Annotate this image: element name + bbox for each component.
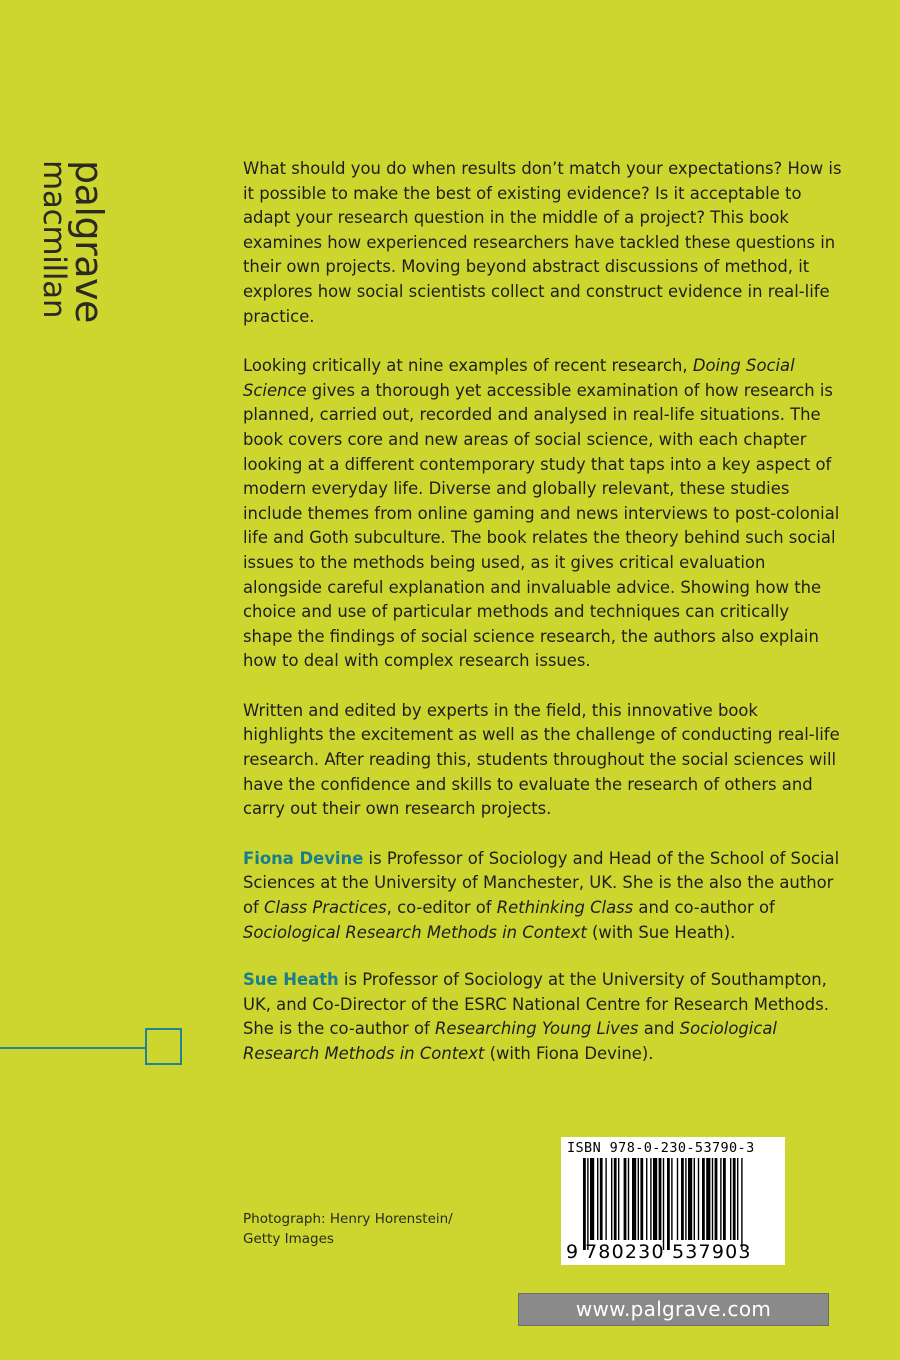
author-name-devine: Fiona Devine	[243, 848, 364, 868]
p2-lead: Looking critically at nine examples of recent research,	[243, 356, 693, 376]
barcode-bar	[688, 1158, 692, 1240]
author-bio-devine	[243, 847, 843, 945]
publisher-logo	[34, 160, 111, 350]
blurb-paragraph-3: Written and edited by experts in the field, this innovative book highlights the excitement as well as the challenge of conducting real-life research. After reading this, students throughout the social sciences will have the confidence and skills to evaluate the research of others and carry out their own research projects.	[243, 700, 840, 819]
heath-book-2: Sociological Research Methods in Context	[243, 1019, 777, 1063]
decorative-line	[0, 1047, 146, 1049]
blurb-paragraph-1: What should you do when results don’t match your expectations? How is it possible to make the best of existing evidence? Is it acceptable to adapt your research question in the middle of a project? This book examines how experienced researchers have tackled these questions in their own projects. Moving beyond abstract discussions of method, it explores how social scientists collect and construct evidence in real-life practice.	[243, 159, 842, 326]
barcode-bar	[650, 1158, 651, 1240]
barcode-bar	[720, 1158, 721, 1240]
heath-text-1: is Professor of Sociology at the University of Southampton, UK, and Co-Director of the ESRC National Centre for Research Methods. She is the co-author of	[243, 970, 829, 1039]
barcode-bar	[638, 1158, 639, 1240]
barcode-bar	[600, 1158, 603, 1240]
logo-word-palgrave: palgrave	[67, 160, 111, 323]
barcode-bar	[605, 1158, 606, 1240]
devine-text-1: is Professor of Sociology and Head of the School of Social Sciences at the University of Manchester, UK. She is the also the author of	[243, 848, 840, 918]
barcode-bar	[628, 1158, 629, 1240]
barcode-bar	[741, 1158, 742, 1250]
barcode-bar	[659, 1158, 662, 1240]
barcode-bar	[712, 1158, 713, 1240]
barcode-bar	[671, 1158, 672, 1240]
barcode-bar	[611, 1158, 612, 1240]
blurb	[243, 157, 843, 1090]
devine-book-3: Sociological Research Methods in Context	[243, 922, 587, 942]
barcode-bar	[733, 1158, 736, 1240]
barcode-digit-first: 9	[566, 1241, 579, 1263]
devine-book-1: Class Practices	[264, 898, 387, 918]
book-title-doing-social-science: Doing Social Science	[243, 356, 795, 400]
author-bio-heath	[243, 968, 843, 1066]
barcode-bar	[737, 1158, 738, 1240]
devine-text-3: and co-author of	[633, 898, 775, 918]
barcode-bar	[640, 1158, 643, 1240]
barcode-bar	[715, 1158, 718, 1240]
barcode-bar	[618, 1158, 619, 1240]
barcode-bar	[597, 1158, 598, 1240]
photo-credit-line-2: Getty Images	[243, 1231, 334, 1247]
p2-rest: gives a thorough yet accessible examination of how research is planned, carried out, recorded and analysed in real-life situations. The book covers core and new areas of social science, with each chapter looking at a different contemporary study that taps into a key aspect of modern everyday life. Diverse and globally relevant, these studies include themes from online gaming and news interviews to post-colonial life and Goth subculture. The book relates the theory behind such social issues to the methods being used, as it gives critical evaluation alongside careful explanation and invaluable advice. Showing how the choice and use of particular methods and techniques can critically shape the findings of social science research, the authors also explain how to deal with complex research issues.	[243, 380, 840, 671]
barcode-digits: 780230 537903	[585, 1241, 752, 1263]
barcode-bar	[583, 1158, 586, 1250]
barcode-bar	[624, 1158, 627, 1240]
barcode-bar	[730, 1158, 731, 1240]
barcode-bar	[590, 1158, 594, 1240]
barcode-bar	[694, 1158, 695, 1240]
heath-text-2: and	[638, 1019, 680, 1039]
isbn-label: ISBN 978-0-230-53790-3	[567, 1140, 755, 1156]
publisher-website: www.palgrave.com	[518, 1293, 829, 1326]
devine-book-2: Rethinking Class	[496, 898, 634, 918]
blurb-paragraph-2	[243, 354, 843, 674]
barcode-bar	[667, 1158, 670, 1250]
barcode-bar	[653, 1158, 657, 1240]
isbn-barcode	[561, 1137, 785, 1265]
barcode-bar	[663, 1158, 664, 1250]
devine-text-2: , co-editor of	[386, 898, 497, 918]
heath-text-3: (with Fiona Devine).	[484, 1044, 654, 1063]
barcode-bar	[587, 1158, 588, 1250]
photo-credit-line-1: Photograph: Henry Horenstein/	[243, 1211, 453, 1227]
barcode-bar	[632, 1158, 636, 1240]
barcode-bar	[706, 1158, 710, 1240]
barcode-bar	[698, 1158, 699, 1240]
decorative-square	[145, 1028, 182, 1065]
barcode-bar	[685, 1158, 686, 1240]
barcode-bar	[646, 1158, 647, 1240]
devine-text-4: (with Sue Heath).	[586, 922, 736, 942]
barcode-bar	[681, 1158, 684, 1240]
barcode-bar	[702, 1158, 705, 1240]
logo-word-macmillan: macmillan	[36, 160, 72, 319]
barcode-bar	[723, 1158, 726, 1240]
heath-book-1: Researching Young Lives	[435, 1019, 639, 1039]
photo-credit	[243, 1209, 453, 1249]
barcode-bar	[677, 1158, 678, 1240]
author-name-heath: Sue Heath	[243, 970, 339, 990]
barcode-bar	[614, 1158, 617, 1240]
